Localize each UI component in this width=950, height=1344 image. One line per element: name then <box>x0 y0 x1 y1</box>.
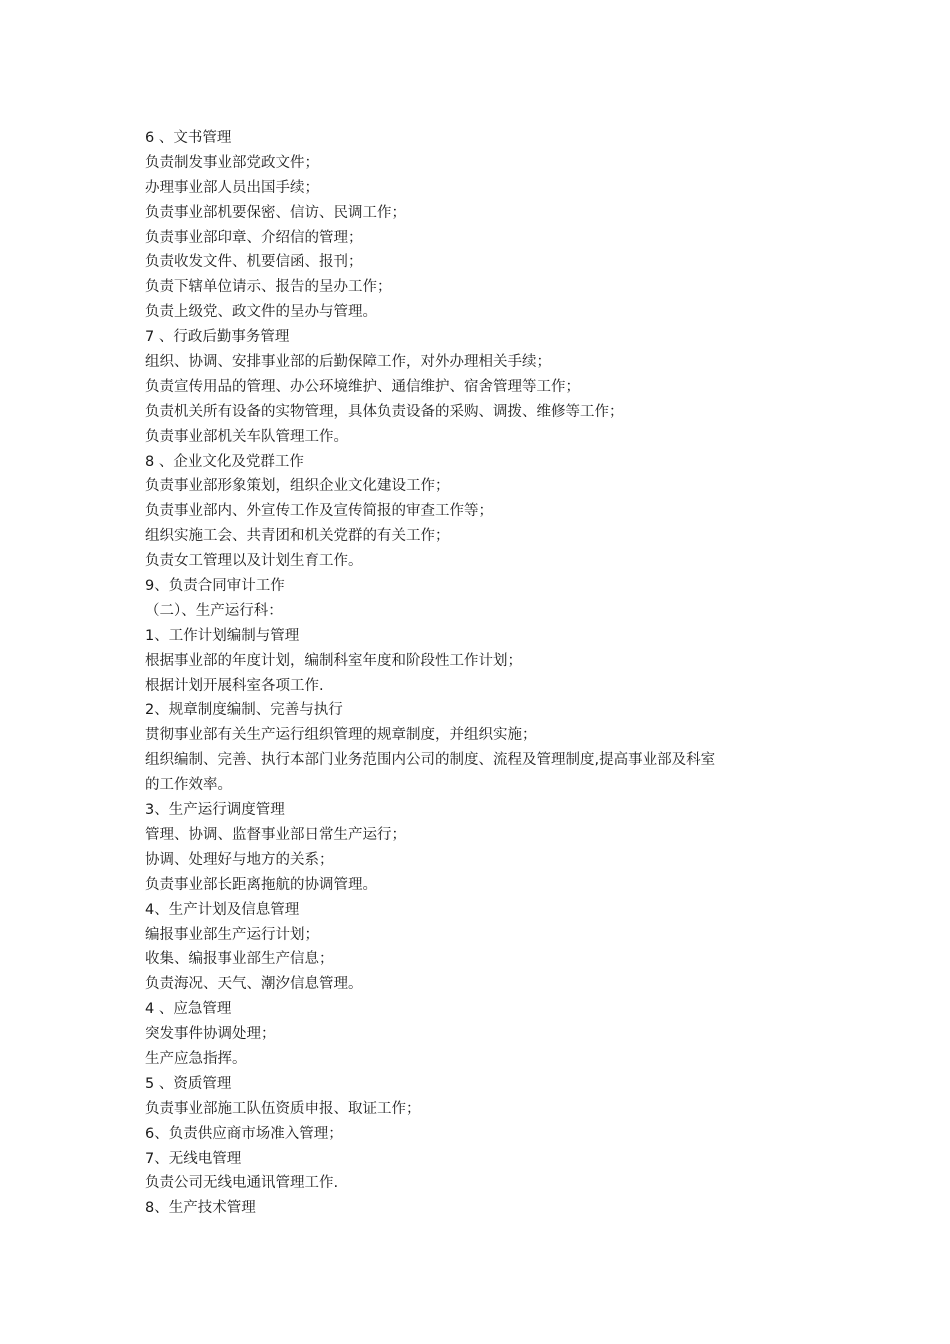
section-heading: 6、负责供应商市场准入管理； <box>145 1125 343 1142</box>
text-line: 负责事业部印章、介绍信的管理； <box>145 229 363 246</box>
text-line: 负责下辖单位请示、报告的呈办工作； <box>145 279 392 296</box>
section-heading: 7 、行政后勤事务管理 <box>145 329 290 346</box>
text-line: 组织实施工会、共青团和机关党群的有关工作； <box>145 528 450 545</box>
text-line: 负责宣传用品的管理、办公环境维护、通信维护、宿舍管理等工作； <box>145 378 580 395</box>
text-line: 负责海况、天气、潮汐信息管理。 <box>145 976 363 993</box>
section-heading: 6 、文书管理 <box>145 130 232 146</box>
text-line: 负责事业部机要保密、信访、民调工作； <box>145 204 406 221</box>
text-line: 负责事业部机关车队管理工作。 <box>145 428 348 445</box>
section-heading: 9、负责合同审计工作 <box>145 578 285 595</box>
section-heading: （二）、生产运行科： <box>145 602 283 619</box>
text-line: 负责事业部长距离拖航的协调管理。 <box>145 876 377 893</box>
section-heading: 4 、应急管理 <box>145 1001 232 1018</box>
text-line: 收集、编报事业部生产信息； <box>145 951 334 968</box>
text-line: 的工作效率。 <box>145 777 232 794</box>
text-line: 负责制发事业部党政文件； <box>145 154 319 171</box>
text-line: 根据计划开展科室各项工作. <box>145 677 324 694</box>
section-heading: 8、生产技术管理 <box>145 1200 256 1217</box>
text-line: 根据事业部的年度计划，编制科室年度和阶段性工作计划； <box>145 652 522 669</box>
section-heading: 4、生产计划及信息管理 <box>145 901 300 918</box>
text-line: 负责收发文件、机要信函、报刊； <box>145 254 363 271</box>
section-heading: 8 、企业文化及党群工作 <box>145 453 304 470</box>
text-line: 编报事业部生产运行计划； <box>145 926 319 943</box>
text-line: 负责事业部施工队伍资质申报、取证工作； <box>145 1100 421 1117</box>
text-line: 贯彻事业部有关生产运行组织管理的规章制度，并组织实施； <box>145 727 537 744</box>
text-line: 负责机关所有设备的实物管理，具体负责设备的采购、调拨、维修等工作； <box>145 403 624 420</box>
section-heading: 5 、资质管理 <box>145 1075 232 1092</box>
text-line: 生产应急指挥。 <box>145 1050 247 1067</box>
text-line: 突发事件协调处理； <box>145 1026 276 1043</box>
text-line: 办理事业部人员出国手续； <box>145 179 319 196</box>
text-line: 负责公司无线电通讯管理工作. <box>145 1175 339 1192</box>
section-heading: 7、无线电管理 <box>145 1150 242 1167</box>
text-line: 负责上级党、政文件的呈办与管理。 <box>145 304 377 321</box>
section-heading: 3、生产运行调度管理 <box>145 802 285 819</box>
text-line: 协调、处理好与地方的关系； <box>145 851 334 868</box>
text-line: 负责女工管理以及计划生育工作。 <box>145 553 363 570</box>
text-line: 负责事业部形象策划，组织企业文化建设工作； <box>145 478 450 495</box>
document-body <box>145 126 815 1221</box>
text-line: 组织编制、完善、执行本部门业务范围内公司的制度、流程及管理制度,提高事业部及科室 <box>145 752 716 769</box>
section-heading: 2、规章制度编制、完善与执行 <box>145 702 343 719</box>
text-line: 管理、协调、监督事业部日常生产运行； <box>145 826 406 843</box>
text-line: 组织、协调、安排事业部的后勤保障工作，对外办理相关手续； <box>145 354 551 371</box>
text-line: 负责事业部内、外宣传工作及宣传简报的审查工作等； <box>145 503 493 520</box>
section-heading: 1、工作计划编制与管理 <box>145 627 300 644</box>
